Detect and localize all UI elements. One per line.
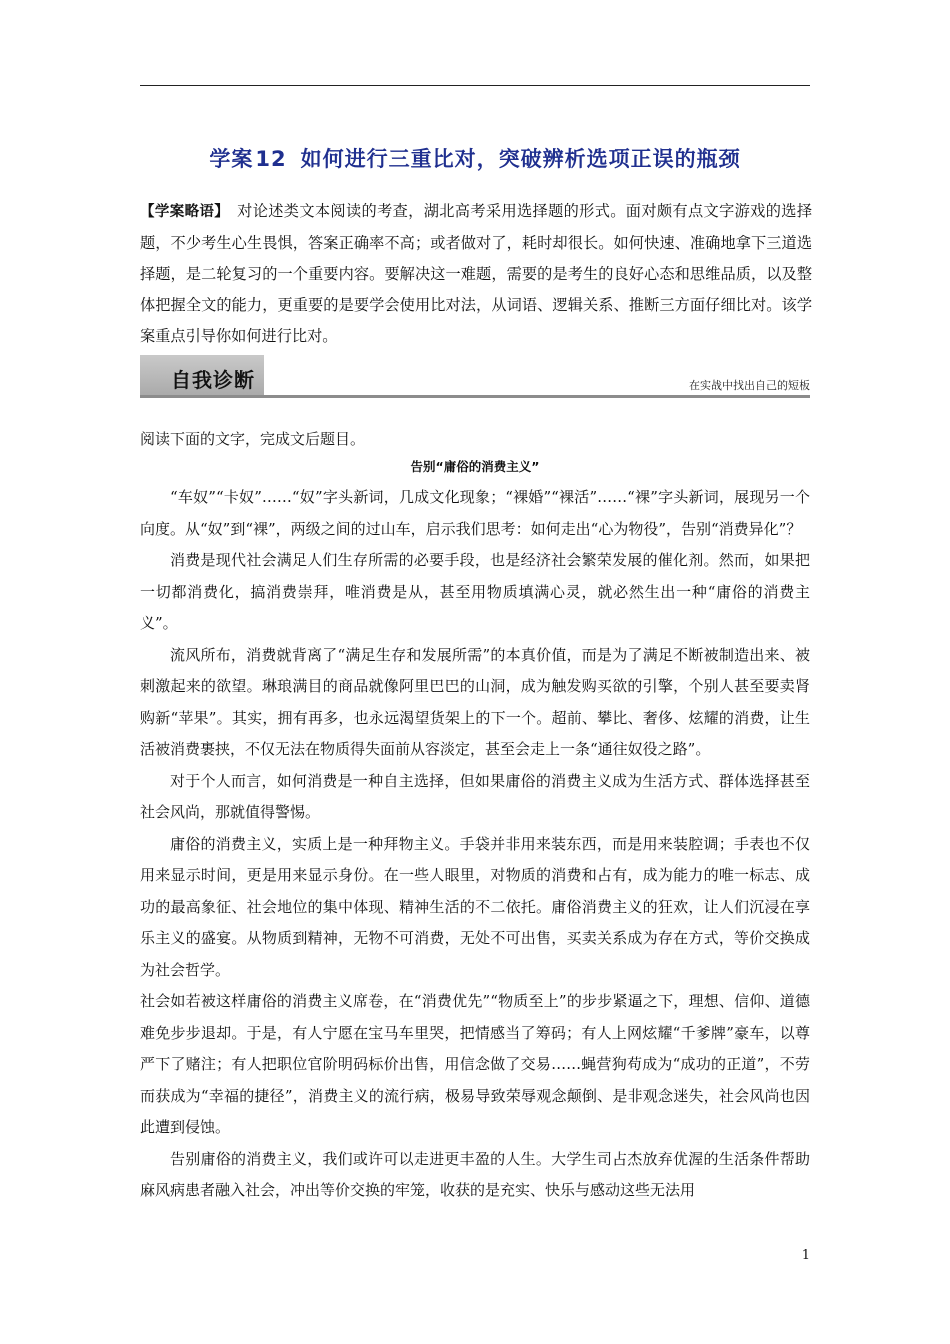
page-title	[140, 143, 810, 173]
title-prefix: 学案	[209, 147, 254, 171]
section-title: 自我诊断	[171, 368, 255, 392]
page-number: 1	[801, 1248, 810, 1263]
title-number: 12	[255, 147, 287, 171]
section-header	[140, 355, 810, 397]
section-subtitle: 在实战中找出自己的短板	[689, 379, 810, 392]
paragraph: “车奴”“卡奴”……“奴”字头新词，几成文化现象；“裸婚”“裸活”……“裸”字头新词，展现另一个向度。从“奴”到“裸”，两级之间的过山车，启示我们思考：如何走出“心为物役”，告别“消费异化”？	[140, 488, 810, 538]
paragraph: 庸俗的消费主义，实质上是一种拜物主义。手袋并非用来装东西，而是用来装腔调；手表也不仅用来显示时间，更是用来显示身份。在一些人眼里，对物质的消费和占有，成为能力的唯一标志、成功的最高象征、社会地位的集中体现、精神生活的不二依托。庸俗消费主义的狂欢，让人们沉浸在享乐主义的盛宴。从物质到精神，无物不可消费，无处不可出售，买卖关系成为存在方式，等价交换成为社会哲学。	[140, 834, 810, 979]
paragraph: 流风所布，消费就背离了“满足生存和发展所需”的本真价值，而是为了满足不断被制造出来、被刺激起来的欲望。琳琅满目的商品就像阿里巴巴的山洞，成为触发购买欲的引擎，个别人甚至要卖肾购新“苹果”。其实，拥有再多，也永远渴望货架上的下一个。超前、攀比、奢侈、炫耀的消费，让生活被消费裹挟，不仅无法在物质得失面前从容淡定，甚至会走上一条“通往奴役之路”。	[140, 645, 810, 758]
section-rule	[140, 395, 810, 398]
paragraph: 社会如若被这样庸俗的消费主义席卷，在“消费优先”“物质至上”的步步紧逼之下，理想、信仰、道德难免步步退却。于是，有人宁愿在宝马车里哭，把情感当了筹码；有人上网炫耀“千爹牌”豪车，以尊严下了赌注；有人把职位官阶明码标价出售，用信念做了交易……蝇营狗苟成为“成功的正道”，不劳而获成为“幸福的捷径”，消费主义的流行病，极易导致荣辱观念颠倒、是非观念迷失，社会风尚也因此遭到侵蚀。	[140, 992, 810, 1136]
instruction: 阅读下面的文字，完成文后题目。	[140, 430, 366, 448]
paragraph: 对于个人而言，如何消费是一种自主选择，但如果庸俗的消费主义成为生活方式、群体选择甚至社会风尚，那就值得警惕。	[140, 771, 810, 821]
summary-label: 【学案略语】	[140, 204, 230, 220]
paragraph: 消费是现代社会满足人们生存所需的必要手段，也是经济社会繁荣发展的催化剂。然而，如果把一切都消费化，搞消费崇拜，唯消费是从，甚至用物质填满心灵，就必然生出一种“庸俗的消费主义”。	[140, 551, 810, 632]
passage-title: 告别“庸俗的消费主义”	[410, 459, 540, 474]
paragraph: 告别庸俗的消费主义，我们或许可以走进更丰盈的人生。大学生司占杰放弃优渥的生活条件帮助麻风病患者融入社会，冲出等价交换的牢笼，收获的是充实、快乐与感动这些无法用	[140, 1149, 810, 1199]
passage-body	[140, 482, 810, 1207]
title-text: 如何进行三重比对，突破辨析选项正误的瓶颈	[300, 147, 741, 171]
summary-text: 对论述类文本阅读的考查，湖北高考采用选择题的形式。面对颇有点文字游戏的选择题，不少考生心生畏惧，答案正确率不高；或者做对了，耗时却很长。如何快速、准确地拿下三道选择题，是二轮复习的一个重要内容。要解决这一难题，需要的是考生的良好心态和思维品质，以及整体把握全文的能力，更重要的是要学会使用比对法，从词语、逻辑关系、推断三方面仔细比对。该学案重点引导你如何进行比对。	[140, 202, 813, 345]
summary-block	[140, 196, 812, 352]
header-rule	[140, 85, 810, 86]
